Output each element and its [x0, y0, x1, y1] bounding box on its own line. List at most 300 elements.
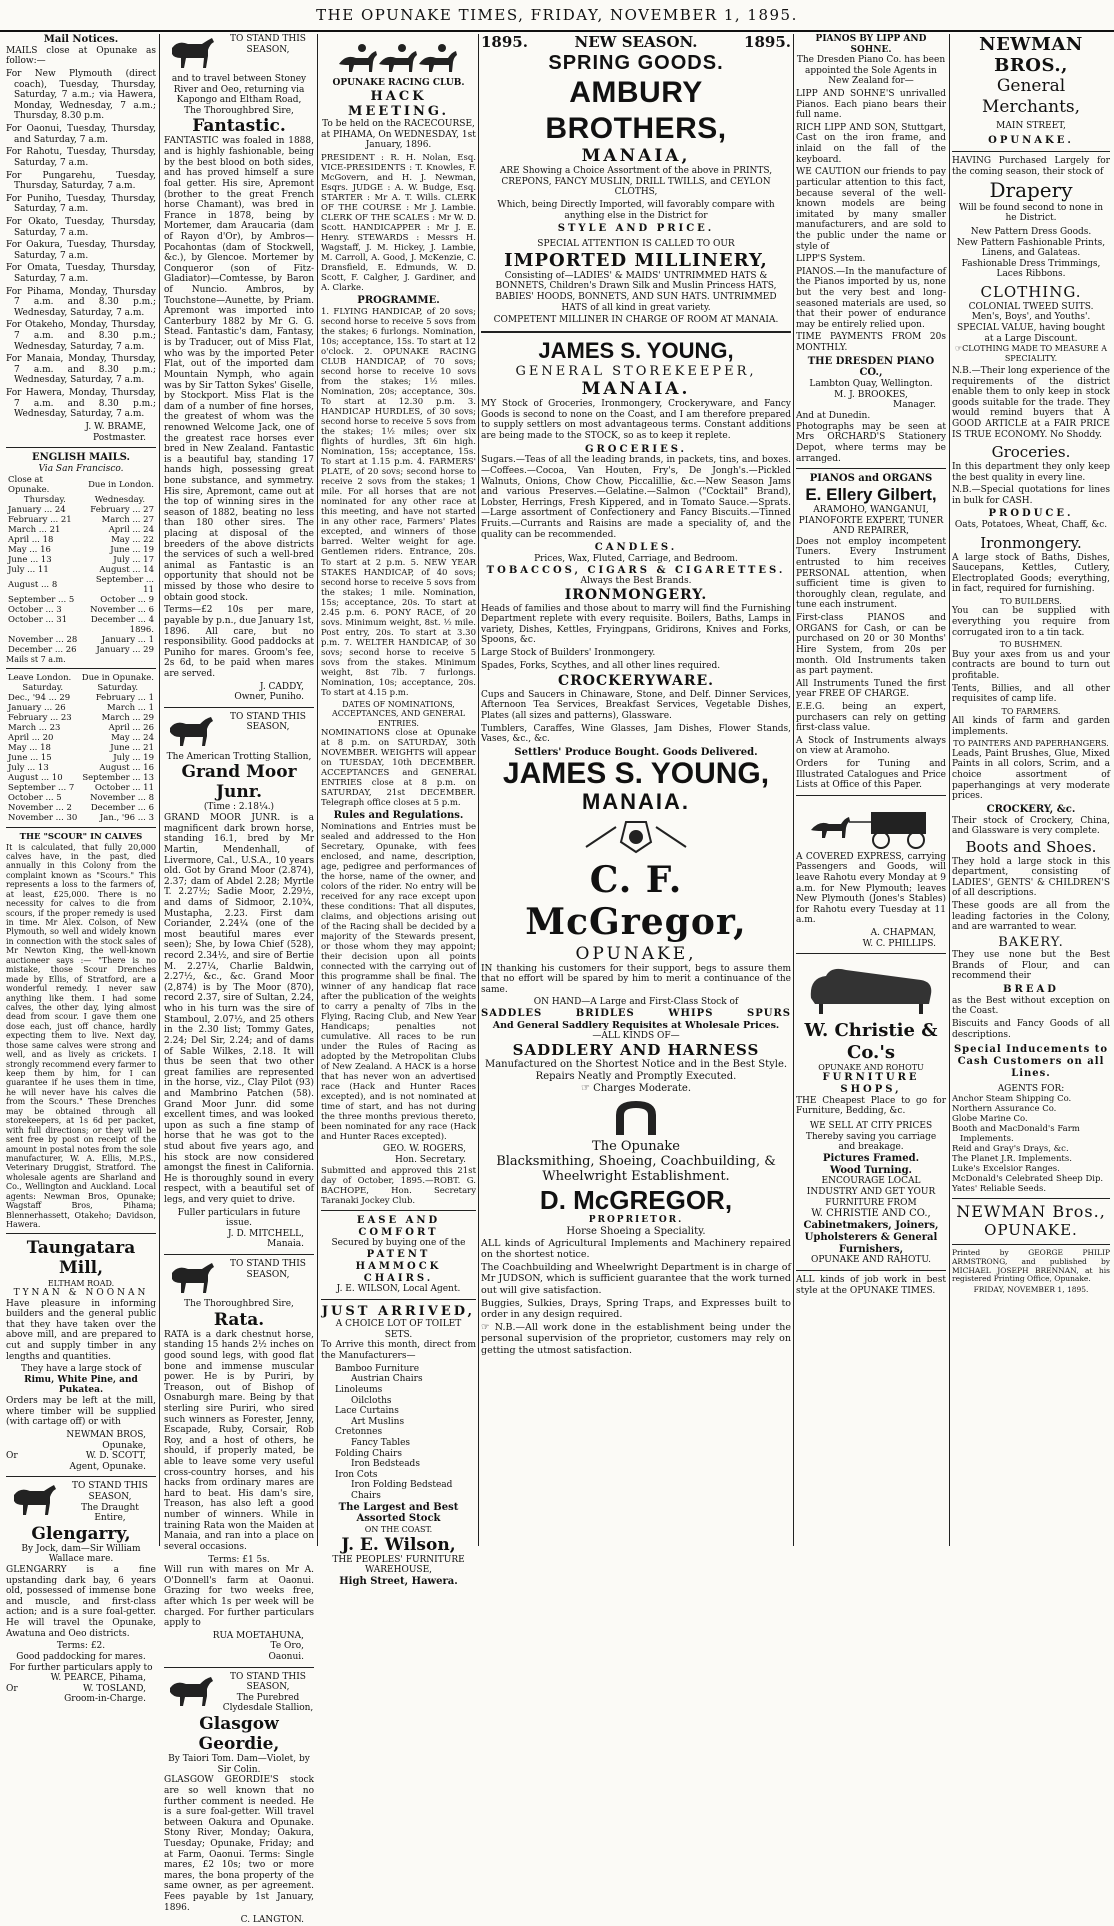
lipps-system: LIPP'S System. — [796, 254, 866, 265]
manaia-label: MANAIA, — [581, 146, 691, 167]
table-row — [6, 545, 156, 555]
table-cell: April ... 26 — [108, 723, 154, 734]
spurs-label: SPURS — [747, 1008, 791, 1019]
table-cell: September ... 13 — [82, 773, 154, 784]
signature: W. TOSLAND, — [82, 1683, 146, 1694]
bs-nb: ☞ N.B.—All work done in the establishment being under the personal supervision of the proprietor, customers may rely on getting the utmost satisfaction. — [481, 1322, 791, 1356]
gilbert-text6: Orders for Tuning and Illustrated Catalogues and Price Lists at Office of this Paper. — [796, 759, 946, 791]
column-rule — [478, 34, 479, 1546]
table-row — [6, 723, 156, 733]
hack-meeting-title: HACK MEETING. — [347, 88, 449, 119]
groceries-nb: N.B.—Special quotations for lines in bulk for CASH. — [952, 485, 1110, 506]
special-attention: SPECIAL ATTENTION IS CALLED TO OUR — [537, 238, 735, 249]
time-payments: TIME PAYMENTS FROM 20s MONTHLY. — [796, 332, 946, 354]
brookes: M. J. BROOKES, — [834, 389, 908, 400]
list-item: Anchor Steam Shipping Co. — [952, 1094, 1072, 1105]
all-kinds: —ALL KINDS OF— — [592, 1031, 680, 1041]
mail-item: For Oaonui, Tuesday, Thursday, and Saturday, 7 a.m. — [6, 124, 156, 145]
mail-table-2 — [6, 673, 156, 823]
opunake-label: OPUNAKE. — [988, 135, 1074, 147]
drapery-title: Drapery — [989, 178, 1073, 203]
ironmongery-text: A large stock of Baths, Dishes, Saucepans, Kettles, Cutlery, Electroplated Goods; everything, in fact, required for furnishing. — [952, 552, 1110, 595]
mails-note: Mails st 7 a.m. — [6, 654, 66, 664]
column-rule — [949, 34, 950, 1546]
column-2 — [164, 34, 314, 1926]
mail-item: For Manaia, Monday, Thursday, 7 a.m. and 8.30 p.m.; Wednesday, Saturday, 7 a.m. — [6, 354, 156, 386]
table-row — [6, 645, 156, 655]
mail-item: For Omata, Tuesday, Thursday, Saturday, 7 a.m. — [6, 263, 156, 284]
manufactured: Manufactured on the Shortest Notice and in the Best Style. — [484, 1059, 788, 1071]
table-cell: November ... 28 — [8, 634, 78, 645]
meeting-held: To be held on the RACECOURSE, at PIHAMA, On WEDNESDAY, 1st January, 1896. — [321, 119, 476, 151]
crockery-text: Their stock of Crockery, China, and Glassware is very complete. — [952, 815, 1110, 837]
table-cell: November ... 8 — [90, 793, 154, 804]
bakery-text: They use none but the Best Brands of Flour, and can recommend their — [952, 950, 1110, 982]
mcgregor-text: IN thanking his customers for their support, begs to assure them that no effort will be spared by him to merit a continuance of the same. — [481, 963, 791, 995]
table-row — [6, 595, 156, 605]
list-item: The Planet J.R. Implements. — [952, 1154, 1072, 1165]
aramoho: ARAMOHO, WANGANUI, — [813, 504, 929, 515]
table-row — [6, 773, 156, 783]
boots-text2: These goods are all from the leading factories in the Colony, and are warranted to wear. — [952, 901, 1110, 933]
groceries-title: GROCERIES. — [584, 443, 688, 455]
general-merchants: General Merchants, — [981, 76, 1081, 117]
table-cell: March ... 27 — [101, 514, 154, 525]
pictures-framed: Pictures Framed. — [822, 1152, 920, 1164]
table-row — [6, 803, 156, 813]
rules-text: Nominations and Entries must be sealed and addressed to the Hon Secretary, Opunake, with fees enclosed, and name, description, age, pedigree and performances of the horse, name of the owner, and colors of the rider. No entry will be received for any race except upon these conditions: That all disputes, claims, and objections arising out of the Racing shall be decided by a majority of the Stewards present, or those whom they may appoint; their decision upon all points connected with the carrying out of this programme shall be final. The winner of any handicap flat race after the publication of the weights to carry a penalty of 7lbs in the Flying, Racing Club, and New Year Handicaps; penalties not cumulative. All races to be run under the Rules of Racing as adopted by the Metropolitan Clubs of New Zealand. A HACK is a horse that has never won an advertised race (Hack and Hunter Races excepted), and is not nominated at time of start, and has not during the three months previous thereto, been nominated for any race (Hack and Hunter Races excepted). — [321, 821, 476, 1143]
table-cell: July ... 19 — [113, 753, 154, 764]
horse-illustration-icon — [164, 1672, 218, 1710]
glen-further: For further particulars apply to — [9, 1662, 153, 1673]
list-item: Booth and MacDonald's Farm Implements. — [952, 1124, 1080, 1145]
officials: PRESIDENT : R. H. Nolan, Esq. VICE-PRESIDENTS : T. Knowles, F. McGovern, and H. J. Newman, Esqrs. JUDGE : A. W. Budge, Esq. STARTER : Mr A. T. Wills. CLERK OF THE COURSE : Mr J. Lambie. CLERK OF THE SCALES : Mr W. D. Scott. HANDICAPPER : Mr J. E. Henry. STEWARDS : Messrs H. Wagstaff, J. M. Hickey, J. Lambie, M. Carroll, A. Good, J. McKenzie, C. Dransfield, E. Edmunds, W. D. Scott, F. Calgher, J. Gardiner, and A. Clarke. — [321, 153, 476, 294]
made-to-measure: ☞CLOTHING MADE TO MEASURE A SPECIALITY. — [955, 344, 1107, 363]
charges: ☞ Charges Moderate. — [580, 1082, 692, 1094]
table-cell: July ... 13 — [8, 763, 49, 774]
mail-item: For Puniho, Tuesday, Thursday, Saturday, 7 a.m. — [6, 193, 156, 215]
table-cell: February ... 23 — [8, 713, 72, 724]
bs-text3: Buggies, Sulkies, Drays, Spring Traps, and Expresses built to order in any design required. — [481, 1297, 791, 1320]
ease-title: EASE AND COMFORT — [356, 1214, 441, 1238]
boots-title: Boots and Shoes. — [965, 837, 1097, 856]
tobacco-title: TOBACCOS, CIGARS & CIGARETTES. — [486, 564, 786, 576]
fan-stand: TO STAND THIS SEASON, — [230, 34, 306, 55]
table-header: Leave London. — [8, 673, 72, 684]
signature-title: Groom-in-Charge. — [64, 1694, 146, 1705]
table-row — [6, 713, 156, 723]
biscuits-text: Biscuits and Fancy Goods of all descriptions. — [952, 1019, 1110, 1040]
list-item: Lace Curtains — [335, 1406, 399, 1417]
agent-list — [952, 1094, 1110, 1194]
table-row — [6, 743, 156, 753]
pianos-text2: PIANOS.—In the manufacture of the Pianos imported by us, none but the very best and long-seasoned materials are used, so that their power of endurance may be entirely relied upon. — [796, 266, 946, 330]
table-cell: February ... 27 — [90, 504, 154, 515]
rata-text2: Will run with mares on Mr A. O'Donnell's farm at Oaonui. Grazing for two weeks free, after which 1s per week will be charged. For further particulars apply to — [164, 1565, 314, 1629]
bread-text: as the Best without exception on the Coast. — [952, 995, 1110, 1017]
spring-goods: SPRING GOODS. — [548, 51, 724, 74]
groceries-title: Groceries. — [991, 443, 1071, 462]
table-cell: January ... 24 — [8, 504, 66, 515]
encourage-text: ENCOURAGE LOCAL INDUSTRY AND GET YOUR FURNITURE FROM — [806, 1176, 936, 1208]
gg-desc: The Purebred Clydesdale Stallion, — [222, 1692, 314, 1714]
pianos-title: PIANOS BY LIPP AND SOHNE. — [815, 34, 927, 55]
candles-text: Prices, Wax, Fluted, Carriage, and Bedroom. — [534, 554, 738, 565]
mail-item: For Pihama, Monday, Thursday 7 a.m. and 8.30 p.m.; Wednesday, Saturday, 7 a.m. — [6, 286, 156, 318]
signature-place: Te Oro, — [270, 1641, 304, 1652]
builders-title: TO BUILDERS. — [1000, 596, 1062, 606]
express-coach-icon — [801, 800, 941, 850]
list-item: Art Muslins — [351, 1416, 405, 1427]
gm-stand: TO STAND THIS SEASON, — [230, 711, 306, 733]
year-left: 1895. — [481, 33, 528, 51]
gm-name: Grand Moor Junr. — [181, 762, 297, 803]
fan-desc: The Thoroughbred Sire, — [184, 105, 294, 116]
opunake-rahotu: OPUNAKE AND RAHOTU. — [811, 1255, 931, 1266]
table-cell: March ... 23 — [8, 723, 61, 734]
year-right: 1895. — [744, 33, 791, 51]
wood-turning: Wood Turning. — [829, 1164, 913, 1176]
city-prices: WE SELL AT CITY PRICES — [809, 1121, 933, 1132]
table-cell: September ... 11 — [95, 574, 154, 595]
gg-stand: TO STAND THIS SEASON, — [230, 1671, 306, 1693]
table-row — [6, 793, 156, 803]
produce-title: PRODUCE. — [988, 508, 1074, 520]
table-cell: February ... 1 — [95, 693, 154, 704]
list-item: Globe Marine Co. — [952, 1114, 1028, 1125]
iron-text3: Spades, Forks, Scythes, and all other lines required. — [481, 660, 721, 671]
table-header: Due in Opunake. — [81, 673, 154, 684]
couch-illustration-icon — [801, 958, 941, 1018]
newman-title: NEWMAN BROS., — [979, 34, 1083, 77]
signature-title: Owner, Puniho. — [234, 692, 304, 703]
list-item: Bamboo Furniture — [335, 1363, 420, 1374]
column-3 — [321, 34, 476, 1587]
table-cell: October ... 5 — [8, 793, 62, 804]
dresden-title: THE DRESDEN PIANO CO., — [807, 355, 935, 379]
requisites: And General Saddlery Requisites at Wholesale Prices. — [492, 1019, 780, 1031]
wilson-warehouse: THE PEOPLES' FURNITURE WAREHOUSE, — [332, 1554, 465, 1576]
young-text: MY Stock of Groceries, Ironmongery, Crockeryware, and Fancy Goods is second to none on the Coast, and I am therefore prepared to supply settlers on most advantageous terms. Constant additions are being made to the STOCK, so as to keep it replete. — [481, 399, 791, 441]
table-cell: September ... 5 — [8, 594, 75, 605]
millinery-text: Consisting of—LADIES' & MAIDS' UNTRIMMED HATS & BONNETS, Children's Drawn Silk and Muslin Princess HATS, BABIES' HOODS, BONNETS, AND SUN HATS. UNTRIMMED HATS of all kind in great variety. — [495, 270, 777, 313]
thereby-text: Thereby saving you carriage and breakage. — [805, 1131, 937, 1153]
table-subheader: Wednesday. — [94, 494, 146, 505]
inducements: Special Inducements to Cash Customers on all Lines. — [953, 1044, 1109, 1079]
rata-terms: Terms: £1 5s. — [208, 1554, 270, 1565]
proprietor-label: PROPRIETOR. — [588, 1215, 684, 1226]
mill-text: Have pleasure in informing builders and the general public that they have taken over the above mill, and are prepared to cut and supply timber in any lengths and quantities. — [6, 1298, 156, 1362]
horse-illustration-icon — [6, 1481, 60, 1519]
new-season: NEW SEASON. — [574, 33, 698, 51]
rata-name: Rata. — [213, 1309, 265, 1330]
glen-name: Glengarry, — [31, 1523, 131, 1544]
table-cell: December ... 6 — [90, 803, 154, 814]
on-hand: ON HAND—A Large and First-Class Stock of — [533, 997, 739, 1008]
table-row — [6, 813, 156, 823]
table-row — [6, 535, 156, 545]
ease-sub: Secured by buying one of the — [331, 1238, 466, 1249]
christie-locations: OPUNAKE AND ROHOTU — [818, 1062, 924, 1072]
agent-name: W. D. SCOTT, — [85, 1451, 146, 1462]
newspaper-title: THE OPUNAKE TIMES, FRIDAY, NOVEMBER 1, 1895. — [316, 6, 798, 24]
builders-text: You can be supplied with everything you require from corrugated iron to a tin tack. — [952, 606, 1110, 638]
table-cell: June ... 15 — [8, 753, 52, 764]
table-cell: June ... 21 — [110, 743, 154, 754]
table-row — [6, 555, 156, 565]
glen-text: GLENGARRY is a fine upstanding dark bay, 6 years old, possessed of immense bone and muscle, and first-class action; and is a sure foal-getter. He will travel the Opunake, Awatuna and Oeo districts. — [6, 1565, 156, 1639]
saddlery-ornament-icon — [576, 817, 696, 857]
whips-label: WHIPS — [668, 1008, 714, 1019]
gg-name: Glasgow Geordie, — [198, 1714, 280, 1755]
gilbert-text: Does not employ incompetent Tuners. Every Instrument entrusted to him receives PERSONAL attention, when sufficient time is given to thoroughly clean, regulate, and tune each instrument. — [796, 536, 946, 611]
list-item: Folding Chairs — [335, 1448, 402, 1459]
patent-title: PATENT HAMMOCK CHAIRS. — [355, 1248, 442, 1284]
signature: J. W. BRAME, — [85, 421, 146, 432]
table-row — [6, 693, 156, 703]
table-header: Due in London. — [88, 479, 154, 490]
table-row — [6, 625, 156, 635]
table-cell: May ... 18 — [8, 743, 51, 754]
list-item: Iron Cots — [335, 1469, 378, 1480]
table-row — [6, 615, 156, 625]
table-cell: August ... 10 — [8, 773, 63, 784]
bushmen-text: Buy your axes from us and your contracts are bound to turn out profitable. — [952, 649, 1110, 681]
pointing-hand-icon: ☞ — [580, 1082, 594, 1094]
gm-desc: The American Trotting Stallion, — [166, 751, 312, 762]
gilbert-title: E. Ellery Gilbert, — [805, 484, 937, 504]
milliner-note: COMPETENT MILLINER IN CHARGE OF ROOM AT MANAIA. — [493, 315, 779, 326]
wilson-address: High Street, Hawera. — [339, 1575, 458, 1587]
opunake-label: OPUNAKE, — [575, 943, 697, 964]
bridles-label: BRIDLES — [575, 1008, 635, 1019]
produce-text: Oats, Potatoes, Wheat, Chaff, &c. — [954, 520, 1108, 531]
list-item: Fancy Tables — [351, 1437, 411, 1448]
signature: W. PEARCE, Pihama, — [50, 1673, 146, 1684]
trimmings: Fashionable Dress Trimmings, Laces Ribbons. — [961, 258, 1101, 280]
mail-item: For New Plymouth (direct coach), Tuesday, Thursday, Saturday, 7 a.m.; via Hawera, Monday, Wednesday, 7 a.m.; Thursday, 8.30 p.m. — [6, 69, 156, 122]
special-value: SPECIAL VALUE, having bought at a Large Discount. — [956, 322, 1105, 344]
agent-name: NEWMAN BROS, — [66, 1429, 146, 1440]
style-price: STYLE AND PRICE. — [557, 223, 715, 235]
glen-desc: The Draught Entire, — [81, 1502, 139, 1524]
clothing-title: CLOTHING. — [980, 283, 1082, 302]
printed-by: Printed by GEORGE PHILIP ARMSTRONG, and published by MICHAEL JOSEPH BRENNAN, at his registered Printing Office, Opunake. — [952, 1247, 1110, 1284]
horse-illustration-icon — [164, 1259, 218, 1297]
mail-item: For Otakeho, Monday, Thursday, 7 a.m. and 8.30 p.m.; Wednesday, Saturday, 7 a.m. — [6, 320, 156, 352]
boots-text: They hold a large stock in this department, consisting of LADIES', GENTS' & CHILDREN'S of all descriptions. — [952, 856, 1110, 899]
bs-text: ALL kinds of Agricultural Implements and Machinery repaired on the shortest notice. — [481, 1237, 791, 1260]
pointing-hand-icon: ☞ — [481, 1322, 495, 1334]
table-row — [6, 505, 156, 515]
mcgregor-title: C. F. McGregor, — [525, 858, 747, 944]
table-row — [6, 565, 156, 575]
signature: GEO. W. ROGERS, — [382, 1144, 466, 1155]
table-cell: November ... 30 — [8, 813, 78, 824]
cabinetmakers: Cabinetmakers, Joiners, Upholsterers & General Furnishers, — [803, 1220, 939, 1255]
list-item: Northern Assurance Co. — [952, 1104, 1057, 1115]
gg-text: GLASGOW GEORDIE'S stock are so well known that no further comment is needed. He is a sure foal-getter. Will travel between Oakura and Opunake. Stony River, Monday; Oakura, Tuesday; Opunake, Friday; and at Farm, Oaonui. Terms: Single mares, £2 10s; two or more mares, the bona property of the same owner, as per agreement. Fees payable by 1st January, 1896. — [164, 1775, 314, 1913]
table-cell: May ... 16 — [8, 544, 51, 555]
groceries-text: Sugars.—Teas of all the leading brands, in packets, tins, and boxes.—Coffees.—Cocoa, Van Houten, Fry's, De Jongh's.—Pickled Walnuts, Onions, Chow Chow, Piccalillie, &c.—New Season Jams and various Preserves.—Gelatine.—Salmon ("Cocktail" Brand), Lobster, Herrings, Fresh Kippered, and in Tomato Sauce.—Sprats.—Large assortment of Confectionery and Fancy Biscuits.—Tinned Fruits.—Currants and Raisins are made a speciality of, and the quality can be recommended. — [481, 455, 791, 540]
table-cell: August ... 8 — [8, 579, 58, 590]
pattern-goods: New Pattern Dress Goods. — [970, 227, 1092, 237]
mill-subtitle: ELTHAM ROAD. — [47, 1278, 115, 1288]
table-row — [6, 605, 156, 615]
lipp-text: LIPP AND SOHNE'S unrivalled Pianos. Each piano bears their full name. — [796, 89, 946, 121]
blacksmith-title: The Opunake — [592, 1138, 680, 1154]
caution-text: WE CAUTION our friends to pay particular attention to this fact, because several of the well-known models are being imitated by many smaller manufacturers, and are sold to the public under the name or style of — [796, 167, 946, 252]
dmcgregor-title: D. McGREGOR, — [539, 1184, 733, 1215]
table-header: Close at Opunake. — [8, 474, 50, 495]
table-cell: October ... 11 — [94, 783, 154, 794]
mail-item: For Hawera, Monday, Thursday, 7 a.m. and 8.30 p.m.; Wednesday, Saturday, 7 a.m. — [6, 388, 156, 420]
colonial-tweed: COLONIAL TWEED SUITS. — [968, 301, 1094, 312]
bread-label: BREAD — [1003, 983, 1059, 995]
gm-further: Fuller particulars in future issue. — [177, 1207, 301, 1229]
bushmen-title: TO BUSHMEN. — [999, 640, 1063, 650]
table-row — [6, 733, 156, 743]
pointing-hand-icon: ☞ — [955, 344, 963, 354]
table-row — [6, 703, 156, 713]
ambury-title: AMBURY BROTHERS, — [545, 76, 727, 145]
table-cell: January ... 1 — [101, 634, 154, 645]
drapery-text: Will be found second to none in he District. — [958, 202, 1104, 224]
iron-text2: Large Stock of Builders' Ironmongery. — [481, 648, 656, 659]
list-item: Austrian Chairs — [351, 1374, 423, 1385]
column-rule — [159, 34, 160, 1546]
gg-pedigree: By Taiori Tom. Dam—Violet, by Sir Colin. — [168, 1754, 310, 1775]
mill-title: Taungatara Mill, — [26, 1238, 136, 1279]
wilson-name: J. E. Wilson, — [341, 1534, 456, 1555]
groceries-text: In this department they only keep the best quality in every line. — [952, 462, 1110, 483]
farmers-text: All kinds of farm and garden implements. — [952, 716, 1110, 737]
table-row — [6, 525, 156, 535]
on-coast: ON THE COAST. — [364, 1525, 433, 1535]
glen-terms: Terms: £2. — [56, 1641, 106, 1652]
list-item: McDonald's Celebrated Sheep Dip. — [952, 1174, 1104, 1185]
horse-illustration-icon — [164, 712, 218, 750]
saddles-label: SADDLES — [481, 1008, 543, 1019]
bakery-title: BAKERY. — [998, 934, 1064, 950]
signature-title: Hon. Secretary. — [395, 1155, 466, 1166]
fan-terms: Terms—£2 10s per mare, payable by p.n., due January 1st, 1896. All care, but no responsibility. Good paddocks at Puniho for mares. Groom's fee, 2s 6d, to be paid when mares are served. — [164, 605, 314, 679]
tobacco-text: Always the Best Brands. — [580, 576, 692, 587]
table-subheader: Saturday. — [22, 683, 64, 694]
christie-name: W. CHRISTIE AND CO., — [811, 1208, 931, 1220]
cheapest-text: THE Cheapest Place to go for Furniture, Bedding, &c. — [796, 1095, 946, 1117]
candles-title: CANDLES. — [594, 542, 678, 554]
table-cell: June ... 13 — [8, 554, 52, 565]
horse-illustration-icon — [164, 34, 218, 72]
wilson-local: J. E. WILSON, Local Agent. — [336, 1284, 461, 1295]
shoeing-label: Horse Shoeing a Speciality. — [566, 1225, 706, 1237]
table-cell: February ... 21 — [8, 514, 72, 525]
general-storekeeper: GENERAL STOREKEEPER, — [515, 363, 757, 379]
list-item: Iron Bedsteads — [351, 1459, 420, 1470]
main-street: MAIN STREET, — [996, 120, 1066, 131]
signature: W. C. PHILLIPS. — [862, 938, 936, 949]
express-text: A COVERED EXPRESS, carrying Passengers and Goods, will leave Rahotu every Monday at 9 a.m. for New Plymouth; leaves New Plymouth (Jones's Stables) for Rahotu every Tuesday at 11 a.m. — [796, 851, 946, 926]
manaia-label-2: MANAIA. — [581, 379, 691, 400]
table-cell: December ... 4 — [90, 614, 154, 625]
scour-title: THE "SCOUR" IN CALVES — [19, 832, 143, 843]
crock-text: Cups and Saucers in Chinaware, Stone, and Delf. Dinner Services, Afternoon Tea Services, Breakfast Services, Vegetable Dishes, Plates (all sizes and patterns), Glassware. — [481, 689, 791, 721]
signature-place: Oaonui. — [268, 1652, 304, 1663]
dates-title: DATES OF NOMINATIONS, ACCEPTANCES, AND GENERAL ENTRIES. — [331, 699, 466, 728]
table-row — [6, 753, 156, 763]
table-row — [6, 635, 156, 645]
job-work: ALL kinds of job work in best style at the OPUNAKE TIMES. — [796, 1275, 946, 1296]
manaia-label-3: MANAIA. — [581, 788, 691, 814]
table-cell: March ... 29 — [101, 713, 154, 724]
repairs: Repairs Neatly and Promptly Executed. — [535, 1071, 737, 1083]
table-cell — [6, 625, 84, 635]
fan-name: Fantastic. — [192, 116, 286, 137]
table-row — [6, 515, 156, 525]
horseshoe-icon — [601, 1097, 671, 1137]
rich-lipp-text: RICH LIPP AND SON, Stuttgart, Cast on the iron frame, and inlaid on the fall of the keyboard. — [796, 122, 946, 165]
agent-place: Agent, Opunake. — [69, 1461, 146, 1472]
gm-text: GRAND MOOR JUNR. is a magnificent dark brown horse, standing 16.1, bred by Mr Martin, Mendenhall, of Livermore, Cal., U.S.A., 10 years old. Got by Grand Moor (2.874), 2.37; dam of Abdel 2.28; Myrtle T. 2.27½; Sadie Moor, 2.29½, and dams of Sidmoor, 2.10¾, Mustapha, 2.23. First dam Coriander, 2.24¼ (one of the most beautiful mares ever seen); She, by Iowa Chief (528), record 2.34½, and sire of Bertie M. 2.27¼, Charlie Baldwin, 2.27½, &c., &c. Grand Moor (2,874) is by The Moor (870), record 2.37, sire of Sultan, 2.24, who in his turn was the sire of Stamboul, 2.07½, and 25 others in the 2.30 list; Tommy Gates, 2.24; Del Sir, 2.24; and of dams of Sable Wilkes, 2.18. It will thus be seen that two other great families are represented in the horse, viz., Clay Pilot (93) and Mambrino Patchen (58). Grand Moor Junr. did some excellent times, and was looked upon as such a fine stamp of horse that he was got to the stud about five years ago, and his stock are now considered amongst the finest in California. He is thoroughly sound in every respect, with a beautiful set of legs, and very quiet to drive. — [164, 813, 314, 1206]
bushmen-text2: Tents, Billies, and all other requisites of camp life. — [952, 683, 1110, 705]
column-rule — [317, 34, 318, 1546]
rata-stand: TO STAND THIS SEASON, — [230, 1259, 306, 1280]
crockery-title: CROCKERY, &c. — [986, 803, 1076, 815]
table-cell: January ... 29 — [96, 644, 154, 655]
crock-text2: Tumblers, Caraffes, Wine Glasses, Jam Dishes, Flower Stands, Vases, &c., &c. — [481, 723, 791, 745]
agent-place: Opunake, — [102, 1440, 146, 1451]
list-item: Cretonnes — [335, 1427, 383, 1438]
gilbert-text5: A Stock of Instruments always on view at Aramoho. — [796, 735, 946, 757]
mail-item: For Pungarehu, Tuesday, Thursday, Saturday, 7 a.m. — [6, 170, 156, 192]
fan-text: FANTASTIC was foaled in 1888, and is highly fashionable, being by the best blood on both sides, and has proved himself a sure foal getter. His sire, Apremont (brother to the great French horse Chamant), was bred in France in 1878, being by Mortemer, dam Araucaria (dam of Rayon d'Or), by Ambros—Pocahontas (dam of Stockwell, &c.), by Glencoe. Mortemer by Conqueror (son of Fitz-Gladiator)—Comtesse, by Baron of Nuncio. Ambros, by Touchstone—Aunette, by Priam. Apremont was imported into Canterbury 1882 by Mr G. G. Stead. Fantastic's dam, Fantasy, is by Traducer, out of Miss Flat, who was by the imported Peter Flat, out of the imported dam Mountain Nymph, who again was by Sir Tatton Sykes' Giselle, by Stockport. Miss Flat is the dam of a number of fine horses, the greatest of whom was the renowned Welcome Jack, one of the greatest race horses ever bred in New Zealand. Fantastic is a beautiful bay, standing 17 hands high, possessing great bone substance, and symmetry. His sire, Apremont, came out at the top of winning sires in the season of 1882, beating no less than 180 other sires. The placing at disposal of the breeders of the above districts the services of such a well-bred animal as Fantastic is an opportunity that should not be missed by those who desire to obtain good stock. — [164, 136, 314, 603]
saddlery-items — [481, 1008, 791, 1020]
table-cell: October ... 31 — [8, 614, 68, 625]
signature: A. CHAPMAN, — [870, 928, 936, 939]
signature: RUA MOETAHUNA, — [212, 1630, 304, 1641]
table-cell: August ... 16 — [99, 763, 154, 774]
nb-text: N.B.—Their long experience of the requirements of the district enable them to only keep in stock goods suitable for the trade. They would remind buyers that A GOOD ARTICLE at a FAIR PRICE IS TRUE ECONOMY. No Shoddy. — [952, 366, 1110, 440]
table-subheader: Saturday. — [97, 683, 139, 694]
iron-text: Heads of families and those about to marry will find the Furnishing Department replete with every requisite. Boilers, Baths, Lamps in variety, Dishes, Kettles, Fryingpans, Gridirons, Knives and Forks, Spoons, &c. — [481, 603, 791, 646]
young-big: JAMES S. YOUNG, — [502, 756, 770, 790]
mail-list — [6, 69, 156, 420]
agents-title: AGENTS FOR: — [997, 1083, 1065, 1094]
having-text: HAVING Purchased Largely for the coming season, their stock of — [952, 155, 1110, 177]
signature: J. CADDY, — [259, 681, 304, 692]
mill-names: TYNAN & NOONAN — [13, 1287, 149, 1298]
column-4 — [481, 34, 791, 1544]
table-cell: December ... 26 — [8, 644, 77, 655]
young-title: JAMES S. YOUNG, — [538, 337, 734, 363]
club-title: OPUNAKE RACING CLUB. — [332, 78, 465, 88]
column-6 — [952, 34, 1110, 1544]
table-cell: October ... 9 — [100, 594, 154, 605]
table-subheader: Thursday. — [23, 494, 66, 505]
farmers-title: TO FARMERS. — [1001, 706, 1061, 716]
column-5 — [796, 34, 946, 1544]
dunedin-label: And at Dunedin. — [796, 411, 871, 422]
blacksmith-title2: Blacksmithing, Shoeing, Coachbuilding, & Wheelwright Establishment. — [496, 1154, 776, 1185]
or-label: Or — [6, 1683, 18, 1694]
table-cell: September ... 7 — [8, 783, 75, 794]
table-cell: May ... 24 — [111, 733, 154, 744]
pianos-organs-title: PIANOS and ORGANS — [809, 473, 933, 485]
mail-item: For Oakura, Tuesday, Thursday, Saturday, 7 a.m. — [6, 240, 156, 261]
table-cell: 1896. — [129, 624, 154, 635]
furniture-shops: FURNITURE SHOPS, — [822, 1072, 920, 1096]
